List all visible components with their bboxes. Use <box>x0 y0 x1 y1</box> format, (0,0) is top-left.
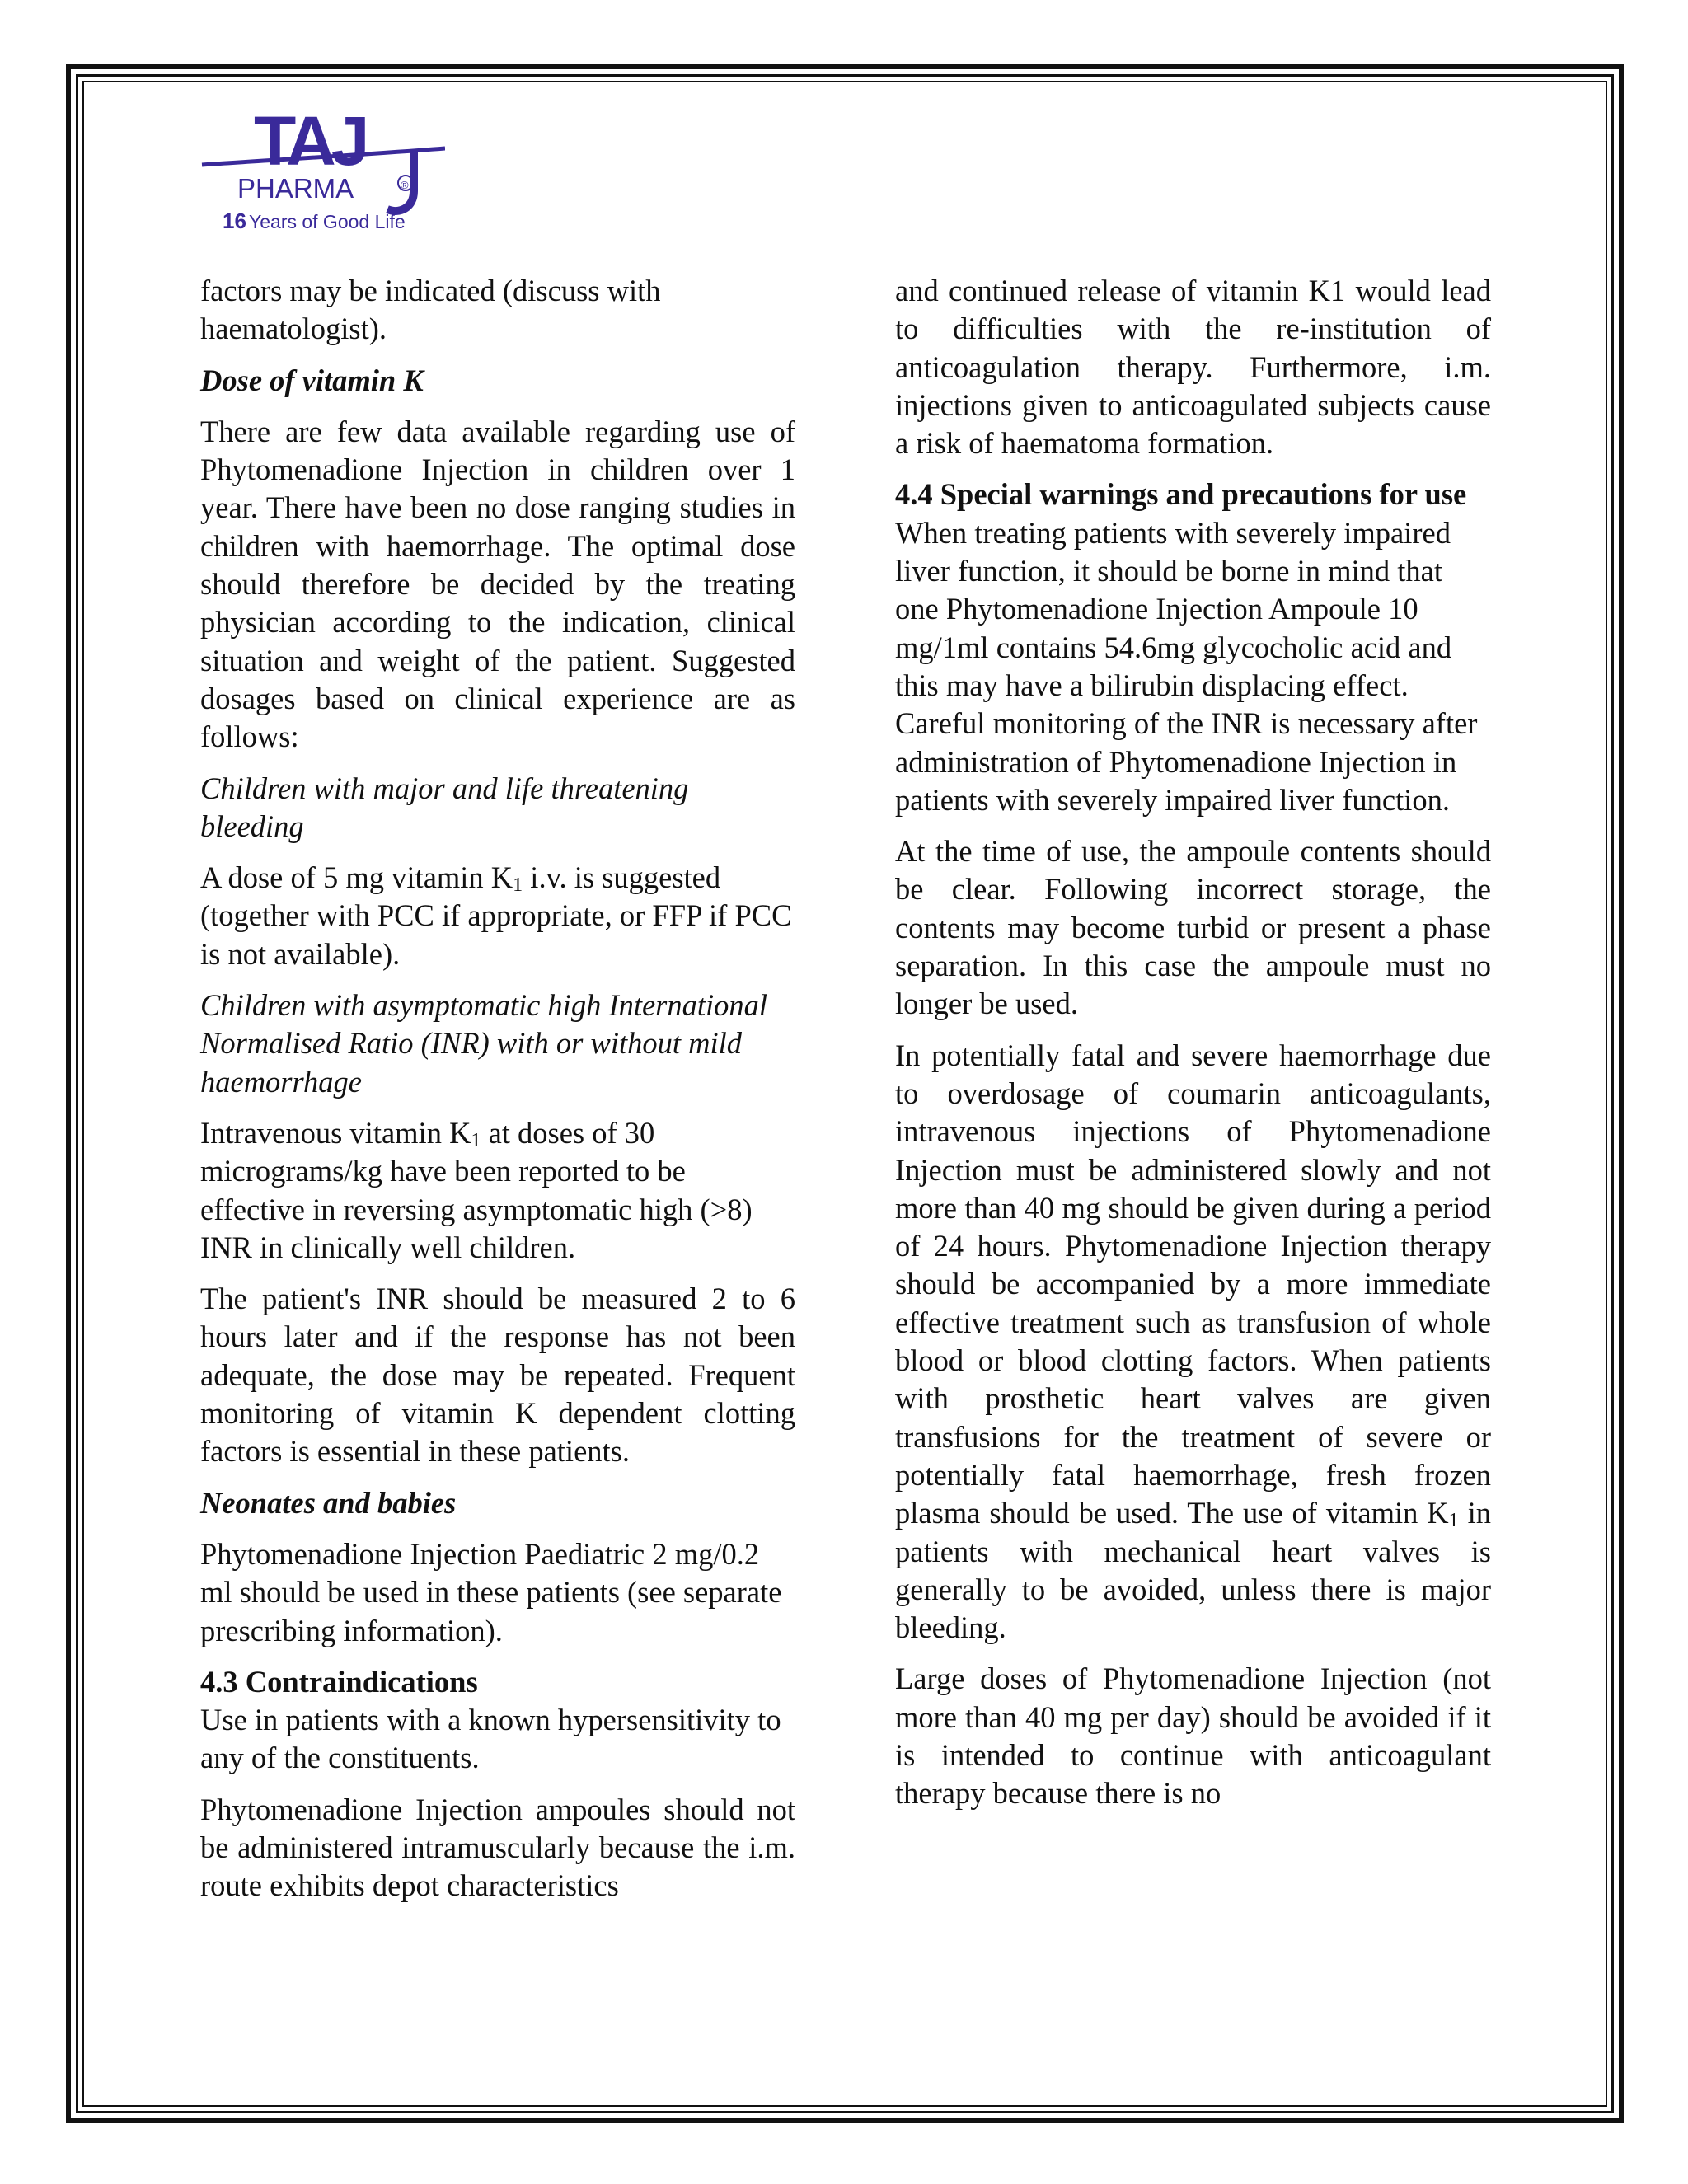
heading-dose-of-vitamin-k: Dose of vitamin K <box>200 363 424 397</box>
paragraph-major-bleeding: A dose of 5 mg vitamin K1 i.v. is suggested (together with PCC if appropriate, or FFP if PCC is not available). <box>200 860 792 971</box>
paragraph-continued-release: and continued release of vitamin K1 would lead to difficulties with the re-institution of anticoagulation therapy. Furthermore, i.m. injections given to anticoagulated subjects cause a risk of haematoma formation. <box>895 274 1491 461</box>
paragraph-large-doses: Large doses of Phytomenadione Injection (not more than 40 mg per day) should be avoided if it is intended to continue with anticoagulant therapy because there is no <box>895 1661 1491 1811</box>
paragraph-dose: There are few data available regarding use of Phytomenadione Injection in children over 1 year. There have been no dose ranging studies in children with haemorrhage. The optimal dose should therefore be decided by the treating physician according to the indication, clinical situation and weight of the patient. Suggested dosages based on clinical experience are as follows: <box>200 414 795 754</box>
paragraph-inr-measurement: The patient's INR should be measured 2 to 6 hours later and if the response has not been adequate, the dose may be repeated. Frequent monitoring of vitamin K dependent clotting factors is essential in these patients. <box>200 1282 795 1469</box>
heading-neonates: Neonates and babies <box>200 1485 457 1520</box>
paragraph-fatal-haemorrhage: In potentially fatal and severe haemorrhage due to overdosage of coumarin anticoagulants, intravenous injections of Phytomenadione Injection must be administered slowly and not more than 40 mg should be given during a period of 24 hours. Phytomenadione Injection therapy should be accompanied by a more immediate effective treatment such as transfusion of whole blood or blood clotting factors. When patients with prosthetic heart valves are given transfusions for the treatment of severe or potentially fatal haemorrhage, fresh frozen plasma should be used. The use of vitamin K1 in patients with mechanical heart valves is generally to be avoided, unless there is major bleeding. <box>895 1038 1491 1645</box>
paragraph-ampoule-contents: At the time of use, the ampoule contents should be clear. Following incorrect storage, the contents may become turbid or present a phase separation. In this case the ampoule must no longer be used. <box>895 834 1491 1021</box>
heading-special-warnings: 4.4 Special warnings and precautions for use <box>895 477 1467 512</box>
paragraph-factors: factors may be indicated (discuss with haematologist). <box>200 274 661 346</box>
left-column <box>200 272 795 1919</box>
logo-years-number: 16 <box>223 209 246 233</box>
logo-tagline: Years of Good Life <box>249 211 406 232</box>
right-column <box>895 272 1491 1826</box>
logo-pharma-text: PHARMA <box>237 173 354 204</box>
logo-registered-mark: ® <box>401 179 409 191</box>
heading-contraindications: 4.3 Contraindications <box>200 1664 478 1699</box>
paragraph-liver-function: When treating patients with severely impaired liver function, it should be borne in mind that one Phytomenadione Injection Ampoule 10 mg/1ml contains 54.6mg glycocholic acid and this may have a bilirubin displacing effect. Careful monitoring of the INR is necessary after administration of Phytomenadione Injection in patients with severely impaired liver function. <box>895 515 1478 817</box>
paragraph-neonates: Phytomenadione Injection Paediatric 2 mg/0.2 ml should be used in these patients (see separate prescribing information). <box>200 1536 782 1647</box>
paragraph-contraindications: Use in patients with a known hypersensitivity to any of the constituents. <box>200 1703 781 1775</box>
paragraph-asymptomatic-inr: Intravenous vitamin K1 at doses of 30 micrograms/kg have been reported to be effective in reversing asymptomatic high (>8) INR in clinically well children. <box>200 1115 753 1264</box>
taj-pharma-logo <box>198 101 445 241</box>
heading-asymptomatic-inr: Children with asymptomatic high International Normalised Ratio (INR) with or without mild haemorrhage <box>200 988 768 1099</box>
heading-major-bleeding: Children with major and life threatening bleeding <box>200 771 689 843</box>
logo-taj-text: TAJ <box>254 102 365 180</box>
paragraph-ampoules: Phytomenadione Injection ampoules should not be administered intramuscularly because the i.m. route exhibits depot characteristics <box>200 1792 795 1903</box>
